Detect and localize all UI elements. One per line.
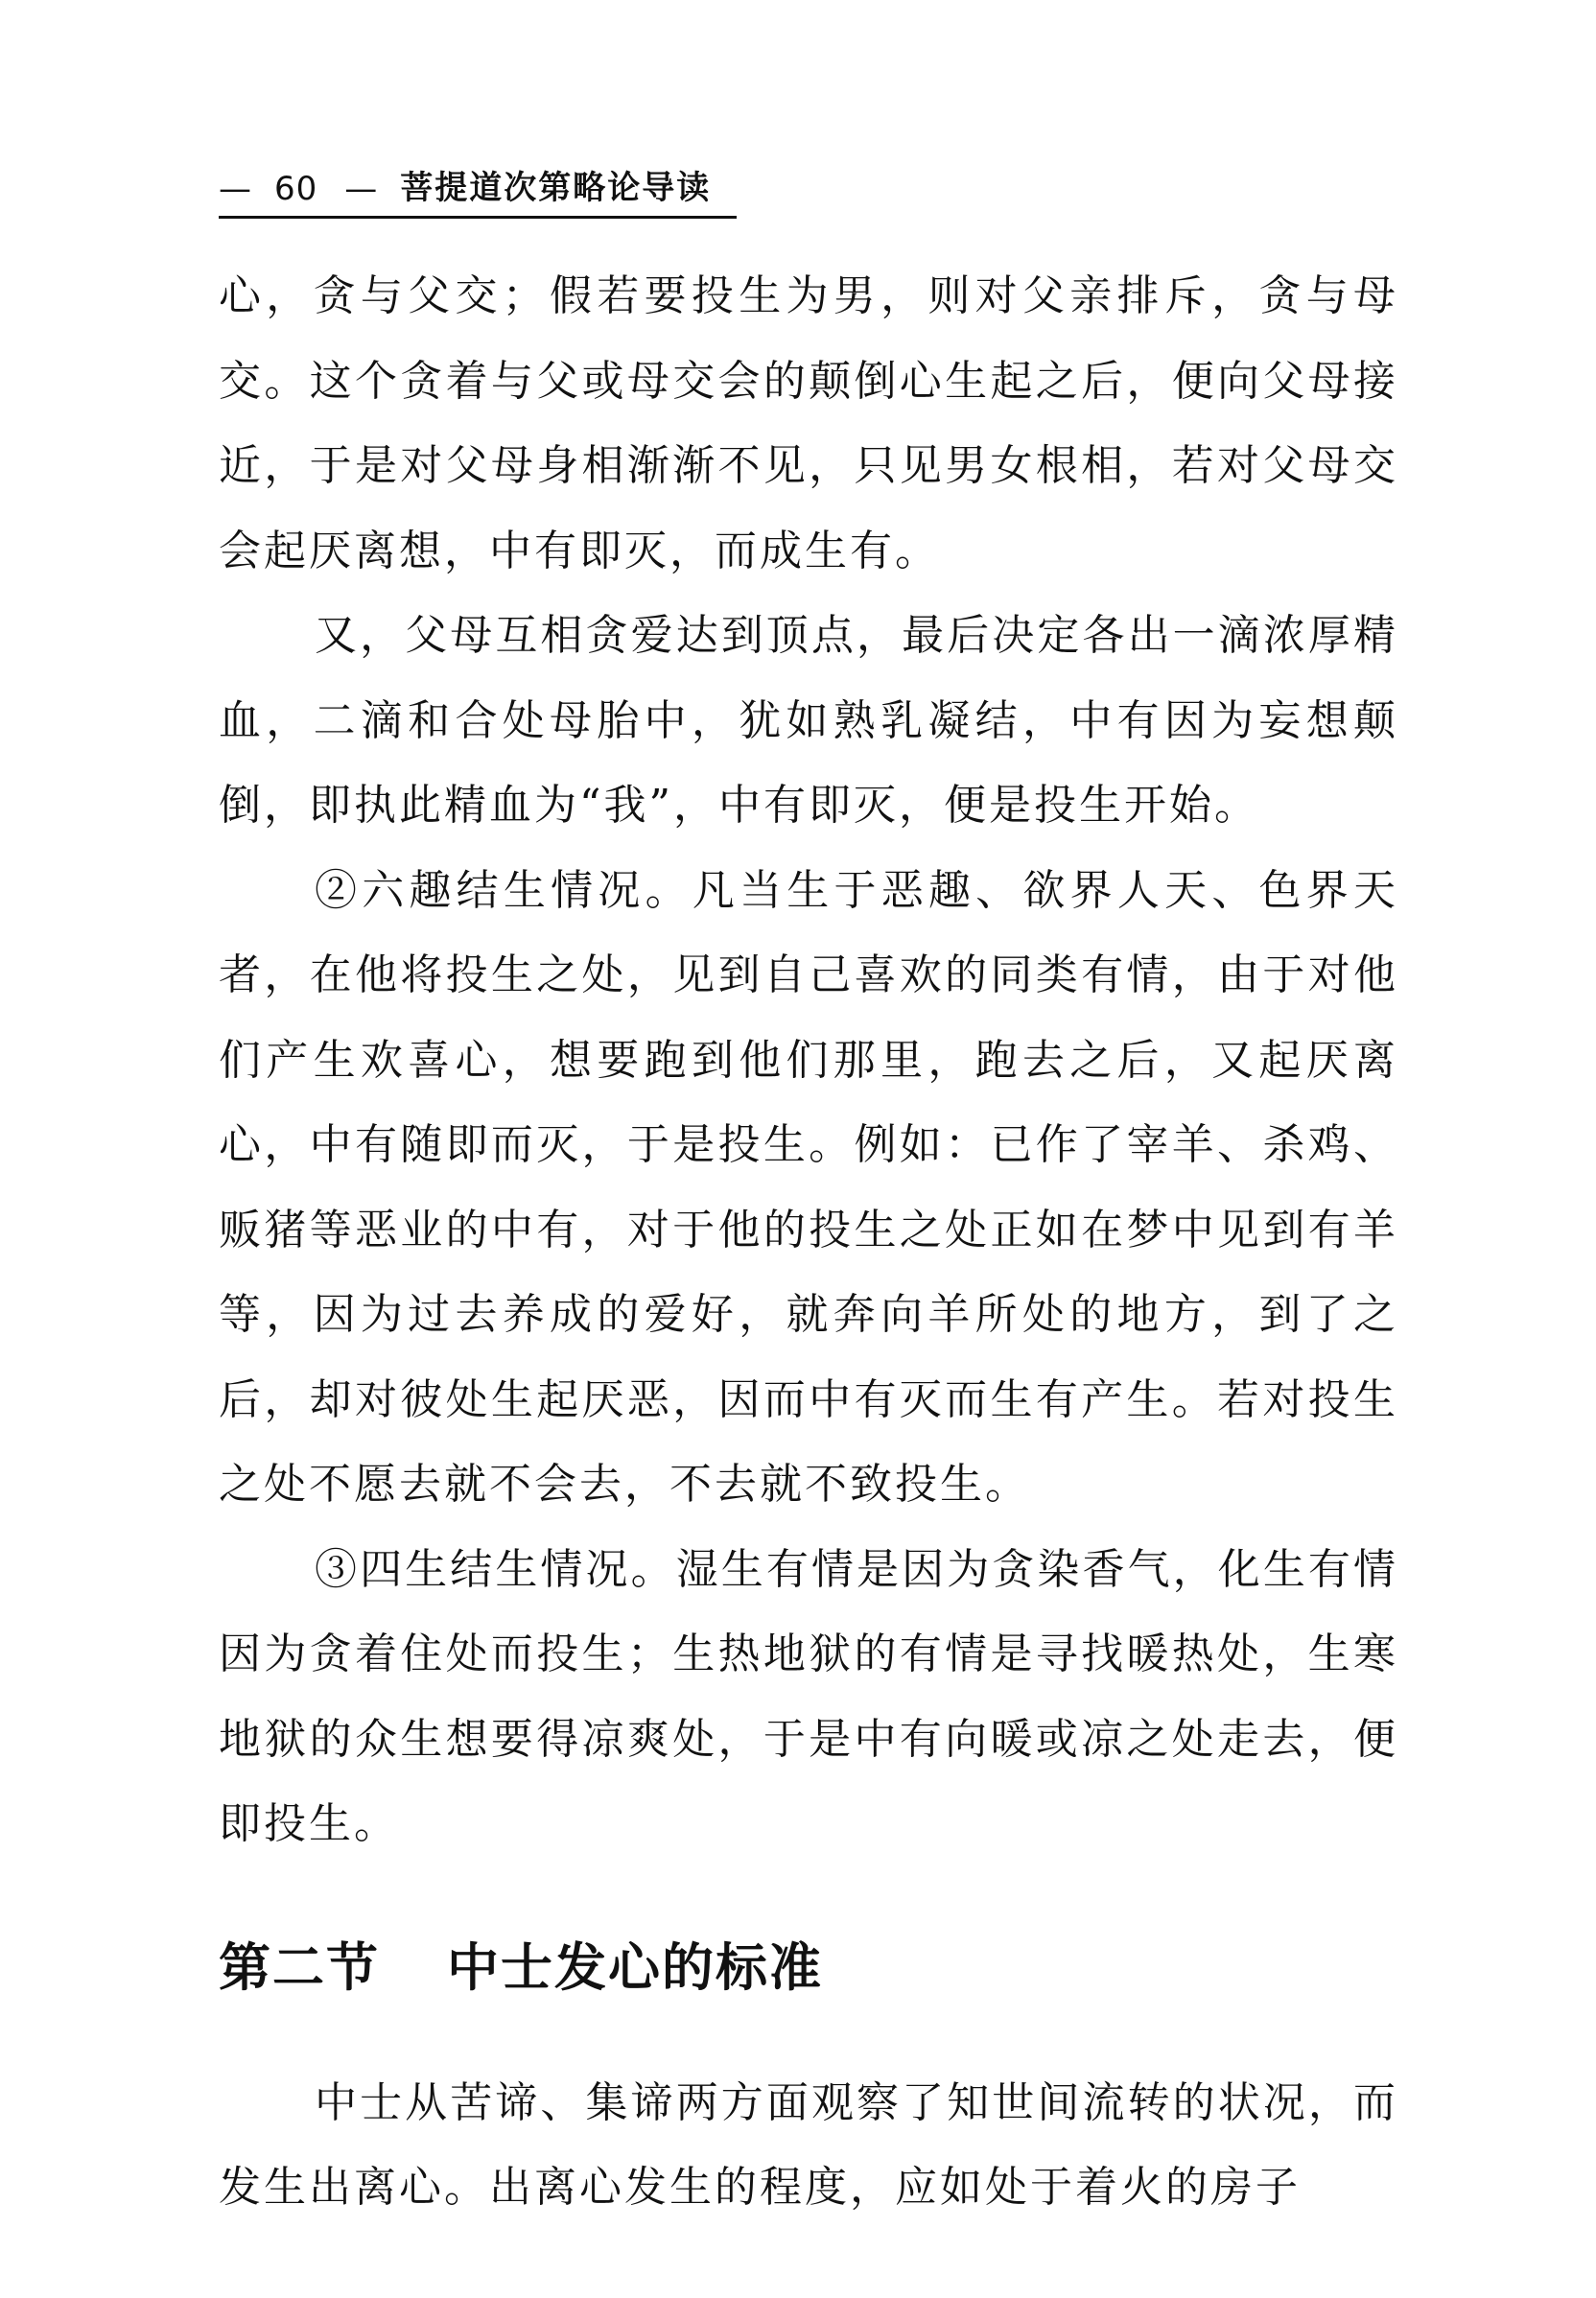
section-number: 第二节 <box>219 1936 380 1998</box>
book-title: 菩提道次第略论导读 <box>400 169 712 207</box>
paragraph: ②六趣结生情况。凡当生于恶趣、欲界人天、色界天者，在他将投生之处，见到自己喜欢的同类有情，由于对他们产生欢喜心，想要跑到他们那里，跑去之后，又起厌离心，中有随即而灭，于是投生。例如：已作了宰羊、杀鸡、贩猪等恶业的中有，对于他的投生之处正如在梦中见到有羊等，因为过去养成的爱好，就奔向羊所处的地方，到了之后，却对彼处生起厌恶，因而中有灭而生有产生。若对投生之处不愿去就不会去，不去就不致投生。 <box>219 865 1398 1509</box>
paragraph: ③四生结生情况。湿生有情是因为贪染香气，化生有情因为贪着住处而投生；生热地狱的有情是寻找暖热处，生寒地狱的众生想要得凉爽处，于是中有向暖或凉之处走去，便即投生。 <box>219 1544 1398 1848</box>
header-dash-right: — <box>344 170 379 208</box>
paragraph: 心，贪与父交；假若要投生为男，则对父亲排斥，贪与母交。这个贪着与父或母交会的颠倒心生起之后，便向父母接近，于是对父母身相渐渐不见，只见男女根相，若对父母交会起厌离想，中有即灭，而成生有。 <box>219 271 1398 575</box>
paragraph: 中士从苦谛、集谛两方面观察了知世间流转的状况，而发生出离心。出离心发生的程度，应如处于着火的房子 <box>219 2077 1398 2212</box>
paragraph: 又，父母互相贪爱达到顶点，最后决定各出一滴浓厚精血，二滴和合处母胎中，犹如熟乳凝结，中有因为妄想颠倒，即执此精血为“我”，中有即灭，便是投生开始。 <box>219 611 1398 830</box>
page-number: 60 <box>274 170 318 208</box>
body-text <box>219 254 1398 2231</box>
section-title: 中士发心的标准 <box>447 1936 823 1998</box>
running-header <box>219 171 737 219</box>
section-heading <box>219 1925 1398 2011</box>
header-dash-left: — <box>219 170 252 208</box>
